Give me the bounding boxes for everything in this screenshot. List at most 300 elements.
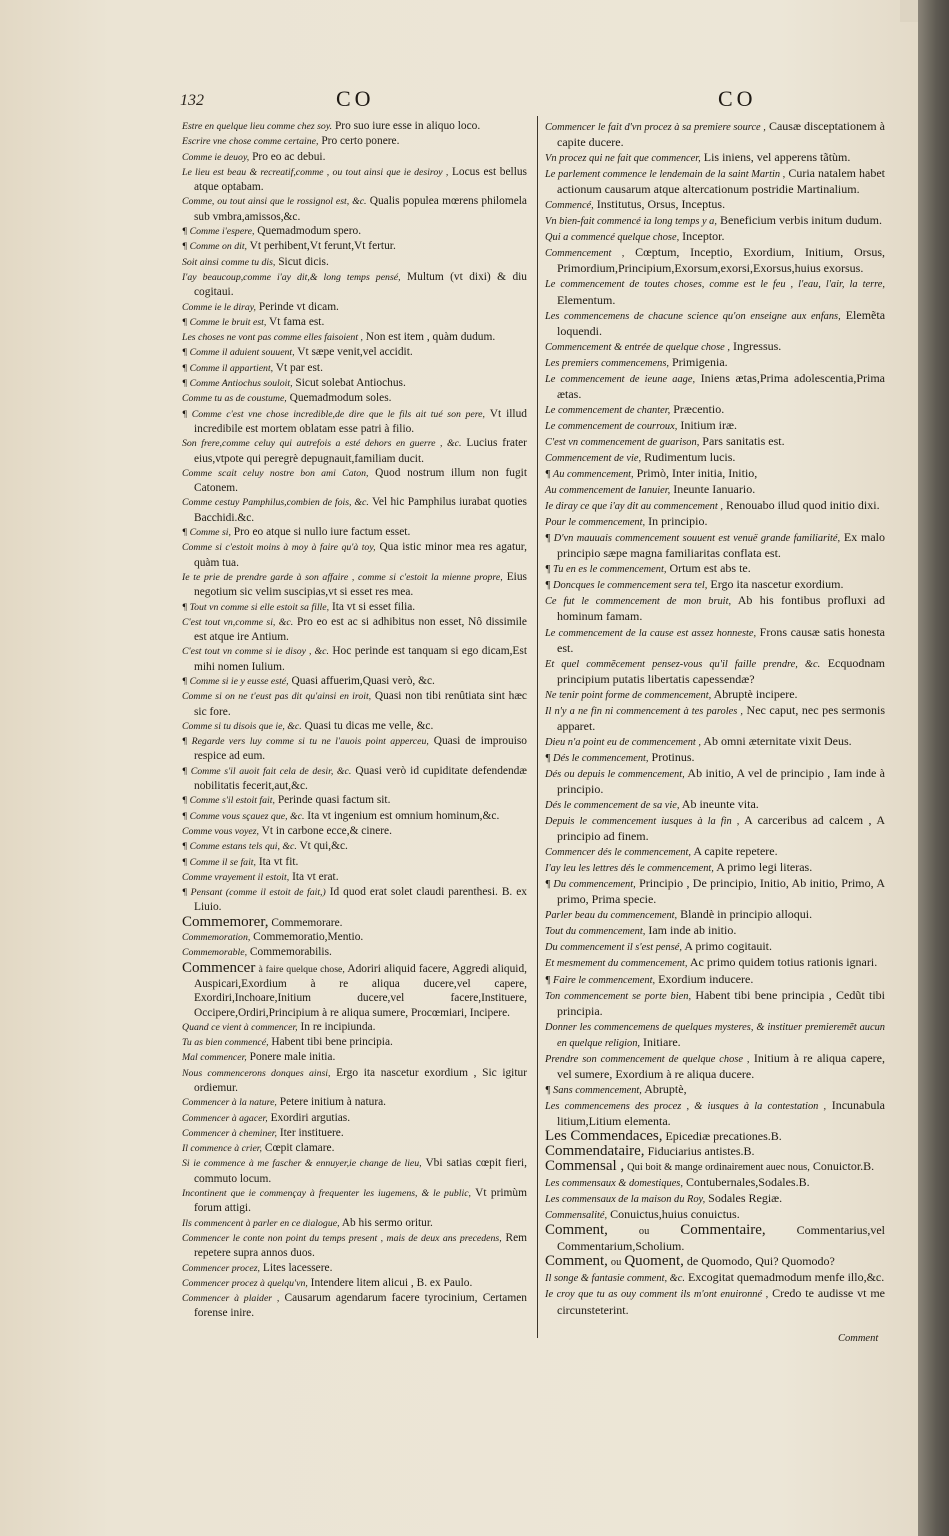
dictionary-entry bbox=[545, 1082, 885, 1098]
latin-gloss: Pro eo ac debui. bbox=[252, 150, 326, 163]
dictionary-entry bbox=[545, 703, 885, 734]
latin-gloss: Ineunte Ianuario. bbox=[673, 482, 756, 497]
latin-gloss: Adoriri aliquid facere, Aggredi aliquid, Auspicari,Exordium à re aliqua ducere,vel capere, Exordiri,Inchoare,Initium ducere,vel facere,Instituere, Occipere,Ordiri,Principium à re aliqua sumere, Procœmiari, Incipere. bbox=[194, 962, 527, 1019]
latin-gloss: Quemadmodum spero. bbox=[257, 225, 362, 238]
latin-gloss: Nec caput, nec pes sermonis apparet. bbox=[557, 702, 885, 733]
french-phrase: Comme, ou tout ainsi que le rossignol est, &c. bbox=[182, 196, 367, 208]
latin-gloss: Fiduciarius antistes.B. bbox=[647, 1144, 755, 1159]
latin-gloss: Abruptè incipere. bbox=[713, 686, 798, 701]
dictionary-entry bbox=[545, 907, 885, 923]
french-phrase: C'est vn commencement de guarison, bbox=[545, 436, 700, 448]
dictionary-entry bbox=[545, 734, 885, 750]
french-phrase: Commencer le fait d'vn procez à sa premiere source , bbox=[545, 122, 766, 133]
latin-gloss: Blandè in principio alloqui. bbox=[680, 907, 813, 922]
dictionary-entry bbox=[545, 797, 885, 813]
latin-gloss: Commemorare. bbox=[271, 916, 343, 929]
dictionary-entry bbox=[545, 482, 885, 498]
dictionary-entry bbox=[545, 355, 885, 371]
french-phrase: Comme vrayement il estoit, bbox=[182, 871, 290, 883]
dictionary-entry bbox=[182, 1291, 527, 1321]
french-phrase: Commencer à la nature, bbox=[182, 1097, 277, 1109]
column-divider bbox=[537, 116, 538, 1338]
latin-gloss: Vt primùm forum attigi. bbox=[194, 1187, 527, 1215]
latin-gloss: Primigenia. bbox=[671, 354, 728, 369]
dictionary-entry bbox=[182, 945, 527, 960]
french-phrase: Ie croy que tu as ouy comment ils m'ont enuironné , bbox=[545, 1289, 769, 1301]
dictionary-entry bbox=[545, 876, 885, 907]
dictionary-entry bbox=[545, 213, 885, 229]
dictionary-entry bbox=[545, 1129, 885, 1144]
headword: Les Commendaces, bbox=[545, 1128, 663, 1144]
dictionary-entry bbox=[182, 270, 527, 300]
french-phrase: Si ie commence à me fascher & ennuyer,ie change de lieu, bbox=[182, 1158, 422, 1170]
latin-gloss: Quasi verò id cupiditate defendendæ nobilitatis fecerit,aut,&c. bbox=[194, 764, 527, 793]
french-phrase: Au commencement de Ianuier, bbox=[545, 485, 671, 497]
latin-gloss: Ingressus. bbox=[732, 338, 782, 353]
latin-gloss: Id quod erat solet claudi parenthesi. B. ex Liuio. bbox=[194, 886, 527, 914]
latin-gloss: Hoc perinde est tanquam si ego dicam,Est mihi nomen Iulium. bbox=[194, 645, 527, 673]
left-column bbox=[182, 119, 527, 1321]
latin-gloss: Iniens ætas,Prima adolescentia,Prima ætas. bbox=[557, 370, 886, 401]
french-phrase: Vn bien-fait commencé ia long temps y a, bbox=[545, 216, 717, 228]
latin-gloss: Vt par est. bbox=[275, 361, 323, 374]
dictionary-entry bbox=[182, 466, 527, 496]
french-phrase: ¶ Tout vn comme si elle estoit sa fille, bbox=[182, 601, 330, 613]
french-phrase: Comme si on ne t'eust pas dit qu'ainsi en iroit, bbox=[182, 691, 372, 703]
dictionary-entry bbox=[182, 1126, 527, 1141]
latin-gloss: Qualis populea mœrens philomela sub vmbra,amissos,&c. bbox=[194, 195, 527, 223]
latin-gloss: Vbi satias cœpit fieri, commuto locum. bbox=[194, 1157, 527, 1185]
french-phrase: Les commencemens de chacune science qu'on enseigne aux enfans, bbox=[545, 310, 841, 322]
latin-gloss: Causarum agendarum facere tyrocinium, Certamen forense inire. bbox=[194, 1292, 527, 1320]
french-phrase: Tout du commencement, bbox=[545, 926, 646, 938]
dictionary-entry bbox=[182, 915, 527, 930]
dictionary-entry bbox=[182, 1020, 527, 1035]
latin-gloss: Ita vt fit. bbox=[258, 855, 299, 868]
dictionary-entry bbox=[545, 844, 885, 860]
french-phrase: Les commensaux de la maison du Roy, bbox=[545, 1194, 706, 1206]
latin-gloss: Ab ineunte vita. bbox=[681, 797, 759, 812]
latin-gloss: Intendere litem alicui , B. ex Paulo. bbox=[310, 1276, 473, 1289]
latin-gloss: Quasi de improuiso respice ad eum. bbox=[194, 735, 527, 763]
french-phrase: Les choses ne vont pas comme elles faisoient , bbox=[182, 332, 363, 344]
dictionary-entry bbox=[545, 988, 885, 1019]
latin-gloss: Sicut solebat Antiochus. bbox=[295, 377, 406, 390]
french-phrase: Incontinent que ie commençay à frequenter les iugemens, & le public, bbox=[182, 1188, 471, 1200]
latin-gloss: Causæ disceptationem à capite ducere. bbox=[557, 119, 886, 150]
latin-gloss: Rudimentum lucis. bbox=[644, 449, 736, 464]
french-phrase: ¶ Au commencement, bbox=[545, 469, 634, 481]
latin-gloss: Perinde quasi factum sit. bbox=[277, 794, 391, 807]
french-phrase: Comme cestuy Pamphilus,combien de fois, &c. bbox=[182, 497, 369, 509]
dictionary-entry bbox=[182, 540, 527, 570]
french-phrase: ou bbox=[610, 1257, 622, 1269]
latin-gloss: Epicediæ precationes.B. bbox=[665, 1129, 782, 1143]
dictionary-entry bbox=[182, 134, 527, 149]
french-phrase: Comme ie deuoy, bbox=[182, 151, 250, 163]
latin-gloss: Quasi non tibi renûtiata sint hæc sic fore. bbox=[194, 690, 527, 718]
french-phrase: Commencer procez, bbox=[182, 1262, 260, 1274]
dictionary-entry bbox=[182, 239, 527, 254]
french-phrase: I'ay leu les lettres dés le commencement, bbox=[545, 863, 714, 875]
french-phrase: Ie te prie de prendre garde à son affaire , comme si c'estoit la mienne propre, bbox=[182, 571, 503, 583]
latin-gloss: Initium à re aliqua capere, vel sumere, Exordium à re aliqua ducere. bbox=[557, 1050, 885, 1081]
french-phrase: Comme si tu disois que ie, &c. bbox=[182, 720, 302, 732]
latin-gloss: Primò, Inter initia, Initio, bbox=[636, 466, 758, 481]
french-phrase: Commemorable, bbox=[182, 947, 248, 959]
dictionary-entry bbox=[545, 402, 885, 418]
latin-gloss: Non est item , quàm dudum. bbox=[365, 331, 496, 344]
french-phrase: Il songe & fantasie comment, &c. bbox=[545, 1273, 685, 1285]
latin-gloss: Vt in carbone ecce,& cinere. bbox=[261, 824, 392, 837]
dictionary-entry bbox=[545, 923, 885, 939]
dictionary-entry bbox=[545, 687, 885, 703]
dictionary-entry bbox=[182, 809, 527, 824]
french-phrase: Pour le commencement, bbox=[545, 517, 646, 529]
dictionary-entry bbox=[182, 1111, 527, 1126]
latin-gloss: Pro eo atque si nullo iure factum esset. bbox=[233, 526, 411, 539]
dictionary-entry bbox=[182, 570, 527, 600]
french-phrase: à faire quelque chose, bbox=[258, 963, 345, 975]
french-phrase: Et mesmement du commencement, bbox=[545, 958, 688, 970]
french-phrase: ¶ Comme estans tels qui, &c. bbox=[182, 841, 297, 853]
latin-gloss: Abruptè, bbox=[644, 1081, 687, 1096]
latin-gloss: Quasi tu dicas me velle, &c. bbox=[304, 719, 434, 732]
latin-gloss: Elementum. bbox=[557, 292, 616, 307]
latin-gloss: Cœptum, Inceptio, Exordium, Initium, Orsus, Primordium,Principium,Exorsum,exorsi,Exorsus,huius exorsus. bbox=[557, 245, 886, 276]
latin-gloss: Iam inde ab initio. bbox=[648, 923, 737, 938]
dictionary-entry bbox=[182, 255, 527, 270]
french-phrase: ¶ Du commencement, bbox=[545, 879, 636, 891]
dictionary-entry bbox=[182, 764, 527, 794]
dictionary-entry bbox=[182, 1231, 527, 1261]
dictionary-entry bbox=[545, 593, 885, 624]
latin-gloss: Locus est bellus atque optabam. bbox=[194, 165, 527, 194]
dictionary-entry bbox=[545, 656, 885, 687]
dictionary-entry bbox=[545, 450, 885, 466]
latin-gloss: Ortum est abs te. bbox=[669, 561, 751, 576]
dictionary-entry bbox=[182, 1066, 527, 1096]
latin-gloss: Inceptor. bbox=[682, 229, 725, 244]
dictionary-entry bbox=[182, 1261, 527, 1276]
latin-gloss: Credo te audisse vt me circunsteterint. bbox=[557, 1286, 886, 1317]
dictionary-entry bbox=[545, 561, 885, 577]
latin-gloss: de Quomodo, Qui? Quomodo? bbox=[686, 1254, 835, 1269]
running-head-right: CO bbox=[718, 86, 757, 111]
french-phrase: Commensalité, bbox=[545, 1210, 608, 1222]
dictionary-entry bbox=[182, 885, 527, 915]
french-phrase: Nous commencerons donques ainsi, bbox=[182, 1067, 331, 1079]
french-phrase: ¶ Comme si, bbox=[182, 527, 231, 539]
french-phrase: Comme si c'estoit moins à moy à faire qu'à toy, bbox=[182, 542, 376, 554]
dictionary-entry bbox=[545, 750, 885, 766]
latin-gloss: Commemoratio,Mentio. bbox=[253, 931, 364, 944]
dictionary-entry bbox=[545, 339, 885, 355]
latin-gloss: Ac primo quidem totius rationis ignari. bbox=[689, 955, 878, 970]
latin-gloss: Cœpit clamare. bbox=[264, 1142, 335, 1155]
headword: Comment, bbox=[545, 1222, 608, 1239]
french-phrase: Son frere,comme celuy qui autrefois a esté dehors en guerre , &c. bbox=[182, 438, 462, 450]
latin-gloss: A primo legi literas. bbox=[716, 860, 813, 875]
french-phrase: Commencement & entrée de quelque chose , bbox=[545, 341, 730, 353]
french-phrase: Commencer à agacer, bbox=[182, 1112, 268, 1124]
dictionary-entry bbox=[545, 150, 885, 166]
dictionary-entry bbox=[545, 939, 885, 955]
french-phrase: Ton commencement se porte bien, bbox=[545, 990, 692, 1002]
french-phrase: Comme vous voyez, bbox=[182, 825, 259, 837]
french-phrase: C'est tout vn comme si ie disoy , &c. bbox=[182, 646, 329, 658]
french-phrase: Commemoration, bbox=[182, 932, 251, 944]
french-phrase: Escrire vne chose comme certaine, bbox=[182, 136, 319, 148]
dictionary-entry bbox=[182, 150, 527, 165]
dictionary-entry bbox=[182, 870, 527, 885]
latin-gloss: Exordiri argutias. bbox=[270, 1111, 351, 1124]
dictionary-entry bbox=[545, 498, 885, 514]
french-phrase: Ce fut le commencement de mon bruit, bbox=[545, 596, 732, 608]
french-phrase: ¶ Comme Antiochus souloit, bbox=[182, 378, 293, 390]
latin-gloss: In principio. bbox=[648, 514, 708, 529]
latin-gloss: Eius negotium sic velim suscipias,vt si esset res mea. bbox=[194, 570, 527, 599]
latin-gloss: Exordium inducere. bbox=[658, 971, 754, 986]
french-phrase: Commencer dés le commencement, bbox=[545, 847, 691, 859]
latin-gloss: Vel hic Pamphilus iurabat quoties Bacchidi.&c. bbox=[194, 496, 527, 524]
dictionary-entry bbox=[545, 276, 885, 307]
french-phrase: Commencer à cheminer, bbox=[182, 1127, 277, 1139]
french-phrase: ¶ Faire le commencement, bbox=[545, 974, 656, 986]
dictionary-entry bbox=[545, 1144, 885, 1159]
dictionary-entry bbox=[545, 766, 885, 797]
french-phrase: Ils commencent à parler en ce dialogue, bbox=[182, 1217, 340, 1229]
french-phrase: ¶ Comme il se fait, bbox=[182, 856, 256, 868]
dictionary-entry bbox=[545, 514, 885, 530]
latin-gloss: Institutus, Orsus, Inceptus. bbox=[596, 197, 726, 212]
dictionary-entry bbox=[182, 391, 527, 406]
french-phrase: Quand ce vient à commencer, bbox=[182, 1021, 298, 1033]
french-phrase: Estre en quelque lieu comme chez soy. bbox=[182, 121, 333, 132]
french-phrase: Commencer le conte non point du temps present , mais de deux ans precedens, bbox=[182, 1232, 502, 1244]
latin-gloss: Habent tibi bene principia. bbox=[271, 1036, 393, 1049]
french-phrase: ¶ Comme s'il estoit fait, bbox=[182, 795, 275, 807]
latin-gloss: Conuictus,huius conuictus. bbox=[610, 1207, 740, 1222]
french-phrase: ¶ Comme le bruit est, bbox=[182, 316, 267, 328]
french-phrase: Le commencement de ieune aage, bbox=[545, 373, 696, 385]
latin-gloss: Lites lacessere. bbox=[262, 1261, 333, 1274]
dictionary-entry bbox=[182, 961, 527, 1020]
running-head-left: CO bbox=[336, 86, 375, 111]
latin-gloss: Renouabo illud quod initio dixi. bbox=[725, 498, 880, 513]
dictionary-entry bbox=[545, 1051, 885, 1082]
dictionary-entry bbox=[545, 418, 885, 434]
page-tab bbox=[900, 0, 920, 22]
dictionary-entry bbox=[545, 229, 885, 245]
french-phrase: Et quel commẽcement pensez-vous qu'il faille prendre, &c. bbox=[545, 658, 821, 670]
french-phrase: C'est tout vn,comme si, &c. bbox=[182, 616, 294, 628]
dictionary-entry bbox=[182, 1050, 527, 1065]
dictionary-entry bbox=[182, 1216, 527, 1231]
folio-number: 132 bbox=[180, 92, 204, 109]
latin-gloss: Perinde vt dicam. bbox=[258, 300, 339, 313]
french-phrase: Les commencemens des procez , & iusques à la contestation , bbox=[545, 1100, 827, 1112]
dictionary-entry bbox=[182, 1095, 527, 1110]
french-phrase: ¶ Tu en es le commencement, bbox=[545, 564, 667, 576]
dictionary-entry bbox=[545, 1286, 885, 1317]
dictionary-entry bbox=[182, 436, 527, 466]
latin-gloss: Habent tibi bene principia , Cedũt tibi principia. bbox=[557, 987, 886, 1018]
dictionary-entry bbox=[545, 1254, 885, 1270]
dictionary-entry bbox=[545, 1207, 885, 1223]
dictionary-entry bbox=[545, 1270, 885, 1286]
page-edge bbox=[918, 0, 949, 1536]
latin-gloss: Conuictor.B. bbox=[812, 1159, 875, 1174]
dictionary-entry bbox=[182, 165, 527, 195]
latin-gloss: Beneficium verbis initum dudum. bbox=[719, 213, 882, 228]
latin-gloss: Ab initio, A vel de principio , Iam inde à principio. bbox=[557, 765, 886, 796]
french-phrase: ¶ Comme c'est vne chose incredible,de dire que le fils ait tué son pere, bbox=[182, 408, 485, 420]
french-phrase: Les commensaux & domestiques, bbox=[545, 1178, 683, 1190]
french-phrase: Qui a commencé quelque chose, bbox=[545, 232, 680, 244]
dictionary-entry bbox=[545, 813, 885, 844]
latin-gloss: A primo cogitauit. bbox=[684, 939, 772, 954]
french-phrase: ¶ Comme s'il auoit fait cela de desir, &c. bbox=[182, 765, 352, 777]
latin-gloss: Vt qui,&c. bbox=[299, 840, 348, 853]
french-phrase: ¶ Comme si ie y eusse esté, bbox=[182, 675, 289, 687]
dictionary-entry bbox=[182, 194, 527, 224]
dictionary-entry bbox=[182, 361, 527, 376]
latin-gloss: Initium iræ. bbox=[680, 417, 738, 432]
latin-gloss: Protinus. bbox=[651, 749, 695, 764]
french-phrase: Soit ainsi comme tu dis, bbox=[182, 256, 276, 268]
french-phrase: Comme scait celuy nostre bon ami Caton, bbox=[182, 467, 369, 479]
headword: Commencer bbox=[182, 959, 256, 976]
latin-gloss: Præcentio. bbox=[673, 401, 725, 416]
dictionary-entry bbox=[182, 1276, 527, 1291]
dictionary-entry bbox=[182, 930, 527, 945]
dictionary-entry bbox=[182, 1186, 527, 1216]
dictionary-entry bbox=[545, 1098, 885, 1129]
latin-gloss: Rem repetere supra annos duos. bbox=[194, 1231, 527, 1260]
french-phrase: Dieu n'a point eu de commencement , bbox=[545, 736, 702, 748]
dictionary-entry bbox=[182, 689, 527, 719]
dictionary-entry bbox=[545, 860, 885, 876]
latin-gloss: Pro suo iure esse in aliquo loco. bbox=[334, 120, 481, 132]
french-phrase: ¶ Comme il aduient souuent, bbox=[182, 347, 295, 359]
dictionary-entry bbox=[545, 197, 885, 213]
dictionary-entry bbox=[182, 1035, 527, 1050]
french-phrase: ¶ Comme il appartient, bbox=[182, 362, 274, 374]
dictionary-entry bbox=[182, 224, 527, 239]
french-phrase: Le commencement de courroux, bbox=[545, 420, 678, 432]
french-phrase: Qui boit & mange ordinairement auec nous, bbox=[627, 1162, 810, 1174]
french-phrase: Commencement de vie, bbox=[545, 452, 642, 464]
french-phrase: Du commencement il s'est pensé, bbox=[545, 942, 682, 954]
latin-gloss: Sodales Regiæ. bbox=[708, 1191, 783, 1206]
dictionary-entry bbox=[545, 166, 885, 197]
dictionary-entry bbox=[545, 119, 885, 150]
headword: Commensal , bbox=[545, 1158, 625, 1175]
french-phrase: Le parlement commence le lendemain de la saint Martin , bbox=[545, 169, 786, 181]
latin-gloss: Qua istic minor mea res agatur, quàm tua. bbox=[194, 541, 527, 569]
dictionary-entry bbox=[182, 600, 527, 615]
french-phrase: Il n'y a ne fin ni commencement à tes paroles , bbox=[545, 705, 743, 717]
dictionary-entry bbox=[182, 824, 527, 839]
dictionary-entry bbox=[182, 615, 527, 645]
dictionary-entry bbox=[545, 1019, 885, 1051]
dictionary-entry bbox=[182, 674, 527, 689]
latin-gloss: Ita vt si esset filia. bbox=[331, 600, 416, 613]
dictionary-entry bbox=[545, 1223, 885, 1254]
latin-gloss: Ab his fontibus profluxi ad hominum famam. bbox=[557, 593, 885, 624]
dictionary-entry bbox=[545, 371, 885, 402]
french-phrase: ¶ Comme on dit, bbox=[182, 241, 247, 253]
latin-gloss: Vt sæpe venit,vel accidit. bbox=[297, 346, 413, 359]
latin-gloss: Lucius frater eius,vtpote qui peregrè depugnauit,familiam ducit. bbox=[194, 437, 527, 465]
french-phrase: ¶ Regarde vers luy comme si tu ne l'auois point apperceu, bbox=[182, 736, 429, 748]
french-phrase: ¶ Pensant (comme il estoit de fait,) bbox=[182, 887, 326, 899]
dictionary-entry bbox=[182, 345, 527, 360]
dictionary-entry bbox=[545, 625, 885, 656]
dictionary-entry bbox=[182, 315, 527, 330]
french-phrase: ou bbox=[638, 1226, 650, 1238]
dictionary-entry bbox=[545, 1159, 885, 1175]
french-phrase: ¶ Comme i'espere, bbox=[182, 226, 255, 238]
french-phrase: Comme ie le diray, bbox=[182, 301, 257, 313]
latin-gloss: Ergo ita nascetur exordium. bbox=[710, 577, 844, 592]
dictionary-entry bbox=[182, 734, 527, 764]
dictionary-entry bbox=[545, 245, 885, 276]
french-phrase: Parler beau du commencement, bbox=[545, 910, 678, 922]
headword: Commendataire, bbox=[545, 1143, 645, 1160]
dictionary-entry bbox=[545, 1191, 885, 1207]
dictionary-entry bbox=[545, 1175, 885, 1191]
french-phrase: Commencer à plaider , bbox=[182, 1293, 280, 1305]
latin-gloss: Ergo ita nascetur exordium , Sic igitur ordiemur. bbox=[194, 1066, 528, 1094]
french-phrase: Ie diray ce que i'ay dit au commencement , bbox=[545, 501, 723, 513]
dictionary-entry bbox=[182, 525, 527, 540]
latin-gloss: Initiare. bbox=[643, 1034, 681, 1049]
latin-gloss: Pars sanitatis est. bbox=[702, 433, 785, 448]
latin-gloss: Lis iniens, vel apperens tãtùm. bbox=[703, 150, 851, 165]
dictionary-entry bbox=[545, 466, 885, 482]
french-phrase: Commencement , bbox=[545, 248, 625, 260]
dictionary-entry bbox=[182, 793, 527, 808]
dictionary-entry bbox=[182, 376, 527, 391]
dictionary-entry bbox=[182, 495, 527, 525]
latin-gloss: Quemadmodum soles. bbox=[289, 392, 392, 405]
dictionary-entry bbox=[545, 955, 885, 971]
headword: Quoment, bbox=[624, 1253, 684, 1270]
headword: Comment, bbox=[545, 1253, 608, 1270]
french-phrase: Vn procez qui ne fait que commencer, bbox=[545, 153, 701, 165]
dictionary-entry bbox=[182, 1141, 527, 1156]
latin-gloss: Ita vt ingenium est omnium hominum,&c. bbox=[307, 809, 500, 822]
french-phrase: Commencé, bbox=[545, 200, 594, 212]
latin-gloss: Ex malo principio sæpe magna familiaritas conflata est. bbox=[557, 530, 885, 561]
dictionary-entry bbox=[182, 300, 527, 315]
headword: Commentaire, bbox=[680, 1222, 766, 1239]
latin-gloss: Frons causæ satis honesta est. bbox=[557, 624, 886, 655]
dictionary-entry bbox=[182, 839, 527, 854]
latin-gloss: Quod nostrum illum non fugit Catonem. bbox=[194, 466, 527, 495]
headword: Commemorer, bbox=[182, 913, 269, 930]
latin-gloss: In re incipiunda. bbox=[300, 1020, 376, 1033]
french-phrase: Le lieu est beau & recreatif,comme , ou tout ainsi que ie desiroy , bbox=[182, 166, 449, 178]
dictionary-entry bbox=[545, 434, 885, 450]
latin-gloss: Pro certo ponere. bbox=[321, 135, 400, 148]
french-phrase: I'ay beaucoup,comme i'ay dit,& long temps pensé, bbox=[182, 271, 401, 283]
dictionary-entry bbox=[545, 577, 885, 593]
latin-gloss: Vt perhibent,Vt ferunt,Vt fertur. bbox=[249, 240, 396, 253]
latin-gloss: Pro eo est ac si adhibitus non esset, Nô dissimile est atque ire Antium. bbox=[194, 615, 527, 644]
